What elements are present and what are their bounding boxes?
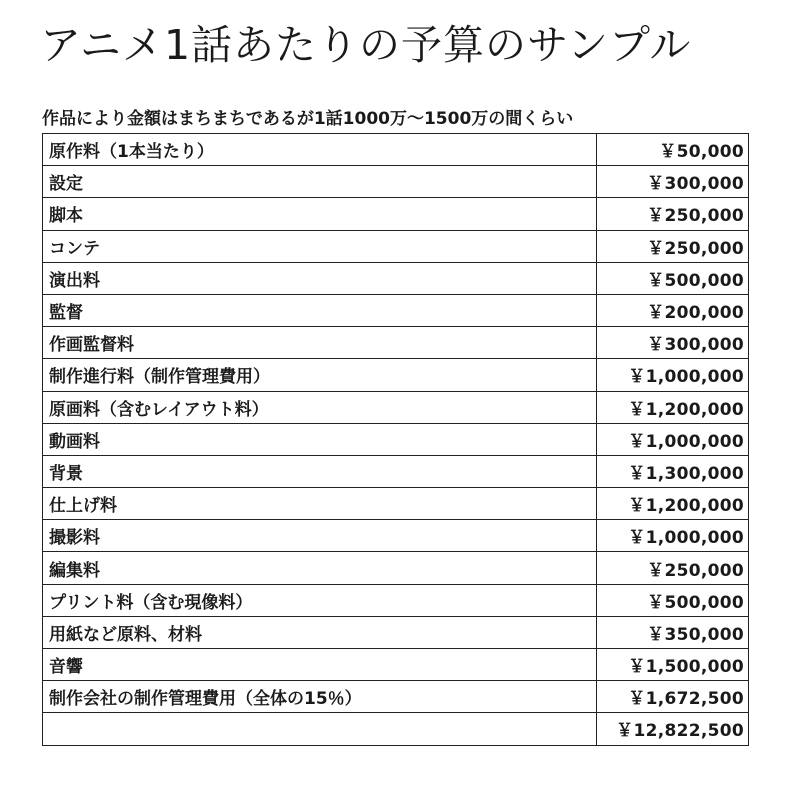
table-row [43,681,749,713]
table-row [43,294,749,326]
item-label: 用紙など原料、材料 [43,616,597,648]
amount-value: ￥1,200,000 [597,391,749,423]
table-row [43,616,749,648]
item-label: 動画料 [43,423,597,455]
table-row [43,262,749,294]
item-label: コンテ [43,230,597,262]
item-label: 原作料（1本当たり） [43,134,597,166]
table-row [43,423,749,455]
table-row [43,520,749,552]
item-label: 演出料 [43,262,597,294]
item-label: 設定 [43,166,597,198]
budget-table [42,133,749,746]
table-row [43,455,749,487]
budget-table-body [43,134,749,746]
table-row [43,327,749,359]
amount-value: ￥500,000 [597,584,749,616]
page-title: アニメ1話あたりの予算のサンプル [40,21,692,69]
amount-value: ￥1,300,000 [597,455,749,487]
amount-value: ￥1,672,500 [597,681,749,713]
item-label: 原画料（含むレイアウト料） [43,391,597,423]
item-label: 作画監督料 [43,327,597,359]
amount-value: ￥250,000 [597,230,749,262]
table-row [43,584,749,616]
item-label [43,713,597,745]
amount-value: ￥50,000 [597,134,749,166]
amount-value: ￥500,000 [597,262,749,294]
table-row [43,166,749,198]
amount-value: ￥1,000,000 [597,359,749,391]
table-row [43,134,749,166]
total-row [43,713,749,745]
item-label: 編集料 [43,552,597,584]
item-label: 音響 [43,649,597,681]
item-label: 脚本 [43,198,597,230]
table-row [43,230,749,262]
amount-value: ￥200,000 [597,294,749,326]
amount-value: ￥1,000,000 [597,520,749,552]
item-label: 撮影料 [43,520,597,552]
item-label: プリント料（含む現像料） [43,584,597,616]
amount-value: ￥300,000 [597,327,749,359]
amount-value: ￥250,000 [597,552,749,584]
table-row [43,359,749,391]
item-label: 背景 [43,455,597,487]
table-row [43,198,749,230]
table-row [43,649,749,681]
amount-value: ￥1,200,000 [597,488,749,520]
amount-value: ￥1,500,000 [597,649,749,681]
amount-value: ￥1,000,000 [597,423,749,455]
item-label: 仕上げ料 [43,488,597,520]
page-subtitle: 作品により金額はまちまちであるが1話1000万〜1500万の間くらい [42,109,574,129]
item-label: 監督 [43,294,597,326]
table-row [43,391,749,423]
table-row [43,488,749,520]
table-row [43,552,749,584]
amount-value: ￥12,822,500 [597,713,749,745]
amount-value: ￥250,000 [597,198,749,230]
item-label: 制作進行料（制作管理費用） [43,359,597,391]
amount-value: ￥300,000 [597,166,749,198]
amount-value: ￥350,000 [597,616,749,648]
item-label: 制作会社の制作管理費用（全体の15％） [43,681,597,713]
